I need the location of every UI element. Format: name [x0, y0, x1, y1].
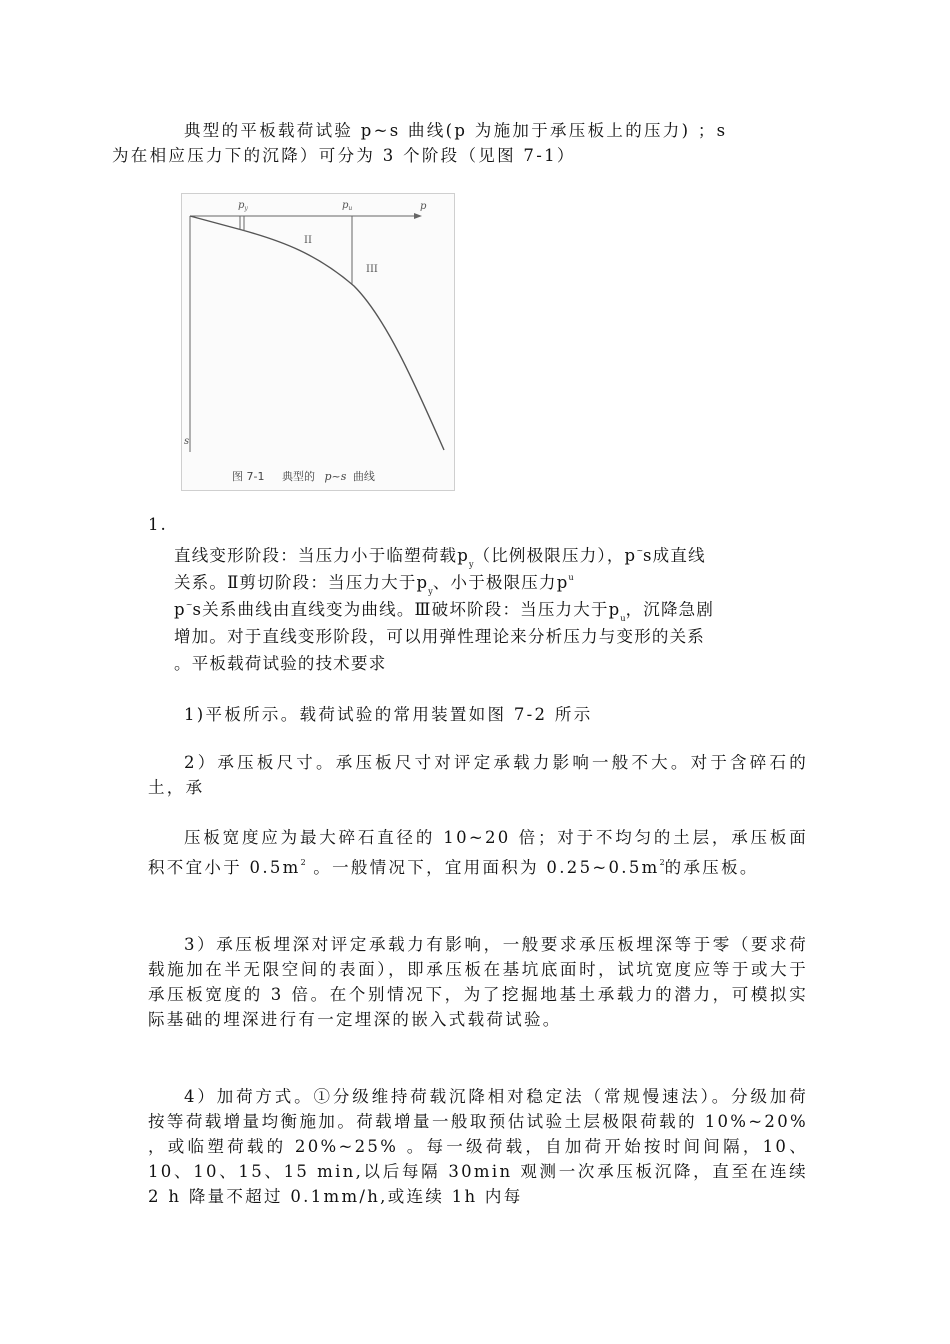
stage-2-label: II [304, 235, 312, 246]
list-line-5: 。平板载荷试验的技术要求 [174, 654, 387, 673]
label-py: $p_y$ [238, 200, 248, 212]
paragraph-3: 压板宽度应为最大碎石直径的 10~20 倍；对于不均匀的土层，承压板面积不宜小于 $0.5m^2$ 。一般情况下，宜用面积为 $0.25\sim 0.5m^2$的承压板。 [148, 828, 808, 877]
intro-line-1: 典型的平板载荷试验 p~s 曲线(p 为施加于承压板上的压力) ；s [184, 121, 728, 140]
list-number: 1. [148, 515, 168, 534]
intro-line-2: 为在相应压力下的沉降）可分为 3 个阶段（见图 7-1） [112, 146, 576, 165]
stage-3-label: III [366, 264, 378, 275]
label-pu: $p_u$ [342, 200, 353, 212]
list-line-1: 直线变形阶段：当压力小于临塑荷载$p_y$（比例极限压力），p~s成直线 [174, 546, 706, 569]
intro-paragraph [112, 118, 808, 168]
list-line-2: 关系。Ⅱ剪切阶段：当压力大于$p_y$、小于极限压力$p^u$ [174, 573, 574, 596]
label-p: p [420, 201, 427, 212]
ps-curve [190, 216, 444, 450]
label-s: s [184, 436, 190, 447]
figure-caption: 图 7-1 典型的 p~s 曲线 [232, 470, 375, 483]
list-line-3: p~s关系曲线由直线变为曲线。Ⅲ破坏阶段：当压力大于$p_u$，沉降急剧 [174, 600, 715, 623]
list-line-4: 增加。对于直线变形阶段，可以用弹性理论来分析压力与变形的关系 [174, 627, 705, 646]
ps-curve-diagram [182, 194, 454, 490]
paragraph-5: 4）加荷方式。①分级维持荷载沉降相对稳定法（常规慢速法）。分级加荷按等荷载增量均衡施加。荷载增量一般取预估试验土层极限荷载的 10%~20% ，或临塑荷载的 20%~25% 。每一级荷载，自加荷开始按时间间隔，10、10、10、15、15 min,以后每隔 30min 观测一次承压板沉降，直至在连续 2 h 降量不超过 0.1mm/h,或连续 1h 内每 [148, 1087, 808, 1206]
figure-7-1 [181, 193, 455, 491]
p-axis-arrow [414, 213, 422, 219]
paragraph-1: 1)平板所示。载荷试验的常用装置如图 7-2 所示 [184, 705, 593, 724]
paragraph-4: 3）承压板埋深对评定承载力有影响，一般要求承压板埋深等于零（要求荷载施加在半无限空间的表面），即承压板在基坑底面时，试坑宽度应等于或大于承压板宽度的 3 倍。在个别情况下，为了挖掘地基土承载力的潜力，可模拟实际基础的埋深进行有一定埋深的嵌入式载荷试验。 [148, 935, 808, 1029]
paragraph-2: 2）承压板尺寸。承压板尺寸对评定承载力影响一般不大。对于含碎石的土，承 [148, 753, 808, 797]
